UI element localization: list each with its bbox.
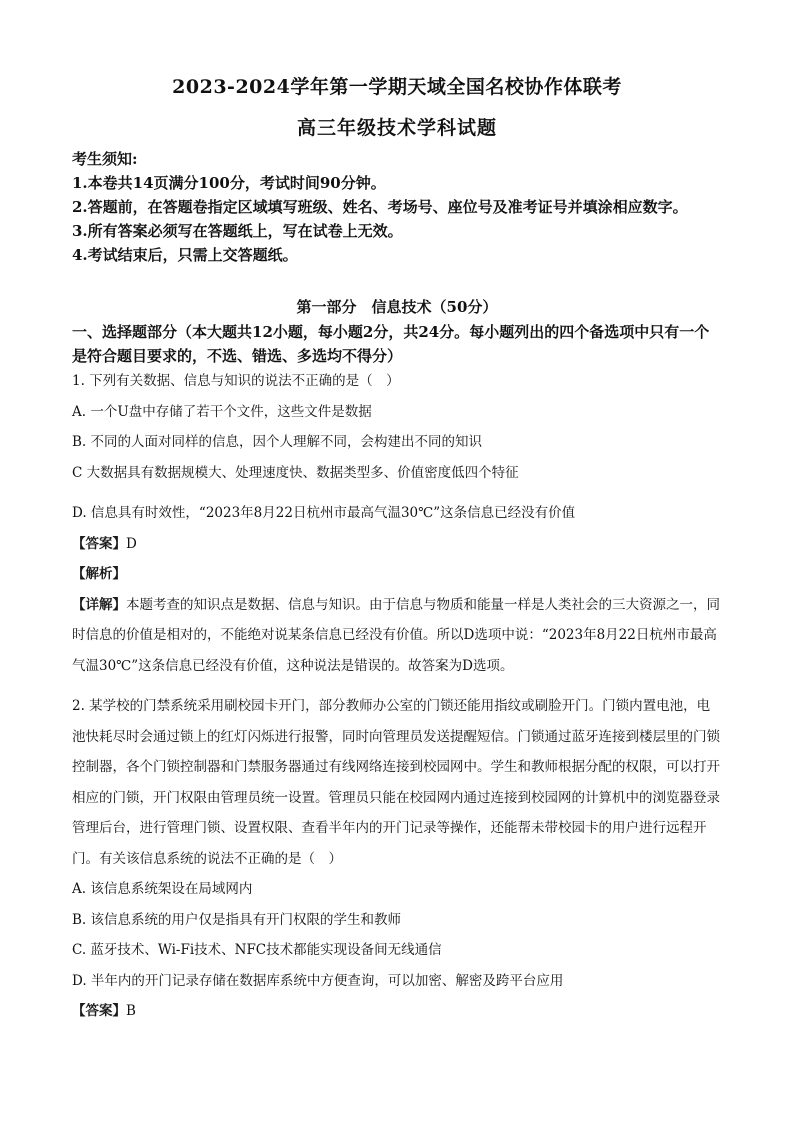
analysis-label: 【解析】 xyxy=(72,566,126,582)
detail-paragraph xyxy=(72,590,722,682)
notice-item: 1.本卷共14页满分100分，考试时间90分钟。 xyxy=(72,174,386,192)
option-b: B. 该信息系统的用户仅是指具有开门权限的学生和教师 xyxy=(72,911,402,928)
question-1 xyxy=(72,366,722,681)
notice-heading: 考生须知: xyxy=(72,150,138,168)
detail-text: 本题考查的知识点是数据、信息与知识。由于信息与物质和能量一样是人类社会的三大资源之一，同时信息的价值是相对的，不能绝对说某条信息已经没有价值。所以D选项中说：“2023年8月22日杭州市最高气温30℃”这条信息已经没有价值，这种说法是错误的。故答案为D选项。 xyxy=(72,596,720,674)
option-c: C. 蓝牙技术、Wi-Fi技术、NFC技术都能实现设备间无线通信 xyxy=(72,942,442,958)
option-a: A. 一个U盘中存储了若干个文件，这些文件是数据 xyxy=(72,403,372,420)
option-a: A. 该信息系统架设在局域网内 xyxy=(72,881,253,897)
notice-block xyxy=(72,147,722,267)
answer-label: 【答案】 xyxy=(72,535,126,552)
notice-item: 3.所有答案必须写在答题纸上，写在试卷上无效。 xyxy=(72,222,403,240)
option-b: B. 不同的人面对同样的信息，因个人理解不同，会构建出不同的知识 xyxy=(72,434,483,450)
answer-line xyxy=(72,996,722,1027)
detail-label: 【详解】 xyxy=(72,596,126,613)
question-stem: 2. 某学校的门禁系统采用刷校园卡开门，部分教师办公室的门锁还能用指纹或刷脸开门。门锁内置电池，电池快耗尽时会通过锁上的红灯闪烁进行报警，同时向管理员发送提醒短信。门锁通过蓝牙连接到楼层里的门锁控制器，各个门锁控制器和门禁服务器通过有线网络连接到校园网中。学生和教师根据分配的权限，可以打开相应的门锁，开门权限由管理员统一设置。管理员只能在校园网内通过连接到校园网的计算机中的浏览器登录管理后台，进行管理门锁、设置权限、查看半年内的开门记录等操作，还能帮未带校园卡的用户进行远程开门。有关该信息系统的说法不正确的是（ ） xyxy=(72,698,720,867)
answer-label: 【答案】 xyxy=(72,1003,126,1019)
question-stem: 1. 下列有关数据、信息与知识的说法不正确的是（ ） xyxy=(72,373,400,389)
question-2 xyxy=(72,691,722,1027)
option-d: D. 信息具有时效性，“2023年8月22日杭州市最高气温30℃”这条信息已经没有价值 xyxy=(72,505,576,521)
answer-line xyxy=(72,529,722,560)
option-c: C 大数据具有数据规模大、处理速度快、数据类型多、价值密度低四个特征 xyxy=(72,464,519,481)
exam-subtitle: 高三年级技术学科试题 xyxy=(296,117,497,139)
option-d: D. 半年内的开门记录存储在数据库系统中方便查询，可以加密、解密及跨平台应用 xyxy=(72,972,564,989)
answer-value: D xyxy=(126,535,137,552)
notice-item: 4.考试结束后，只需上交答题纸。 xyxy=(72,246,298,264)
notice-item: 2.答题前，在答题卷指定区域填写班级、姓名、考场号、座位号及准考证号并填涂相应数字。 xyxy=(72,198,688,216)
exam-title: 2023-2024学年第一学期天域全国名校协作体联考 xyxy=(172,76,622,98)
answer-value: B xyxy=(126,1003,136,1019)
part-heading: 一、选择题部分（本大题共12小题，每小题2分，共24分。每小题列出的四个备选项中只有一个是符合题目要求的，不选、错选、多选均不得分） xyxy=(72,323,710,365)
section-title: 第一部分 信息技术（50分） xyxy=(296,298,498,316)
